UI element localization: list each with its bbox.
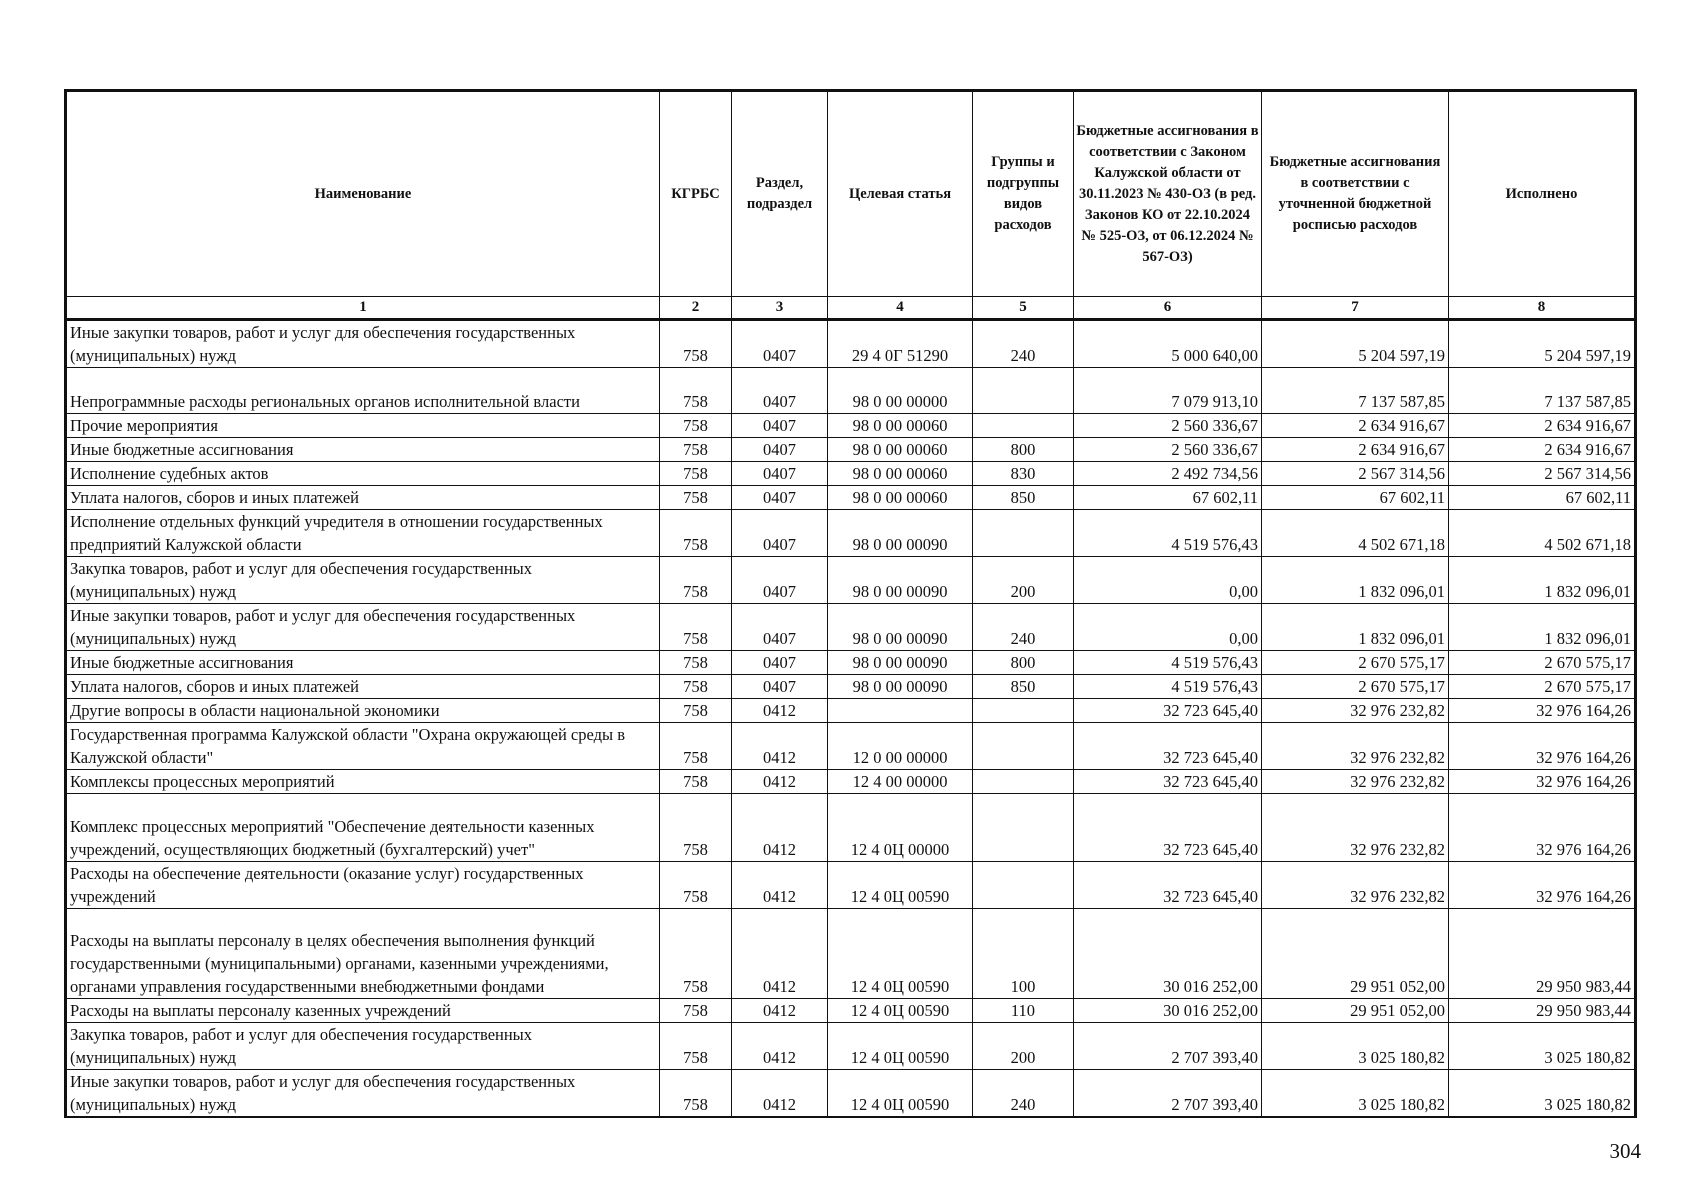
row-executed-amount: 3 025 180,82 <box>1449 1070 1636 1118</box>
column-number: 5 <box>973 297 1074 320</box>
row-section: 0412 <box>732 1070 828 1118</box>
row-section: 0412 <box>732 999 828 1023</box>
row-law-amount: 32 723 645,40 <box>1074 699 1262 723</box>
column-number: 2 <box>660 297 732 320</box>
row-section: 0412 <box>732 794 828 862</box>
row-refined-amount: 4 502 671,18 <box>1262 510 1449 557</box>
row-target-article: 98 0 00 00090 <box>828 604 973 651</box>
row-kgrbs: 758 <box>660 462 732 486</box>
row-target-article: 12 4 00 00000 <box>828 770 973 794</box>
row-kgrbs: 758 <box>660 486 732 510</box>
table-row <box>66 723 1636 770</box>
table-row <box>66 510 1636 557</box>
row-target-article: 98 0 00 00060 <box>828 486 973 510</box>
row-target-article: 98 0 00 00060 <box>828 462 973 486</box>
row-target-article: 98 0 00 00090 <box>828 675 973 699</box>
row-target-article <box>828 699 973 723</box>
row-executed-amount: 32 976 164,26 <box>1449 770 1636 794</box>
row-name: Иные закупки товаров, работ и услуг для обеспечения государственных (муниципальных) нужд <box>66 1070 660 1118</box>
row-target-article: 12 0 00 00000 <box>828 723 973 770</box>
row-section: 0412 <box>732 862 828 909</box>
table-row <box>66 557 1636 604</box>
row-refined-amount: 3 025 180,82 <box>1262 1070 1449 1118</box>
row-target-article: 12 4 0Ц 00590 <box>828 1023 973 1070</box>
row-section: 0412 <box>732 699 828 723</box>
table-row <box>66 1070 1636 1118</box>
row-kgrbs: 758 <box>660 510 732 557</box>
header-row <box>66 91 1636 297</box>
row-law-amount: 32 723 645,40 <box>1074 723 1262 770</box>
row-kgrbs: 758 <box>660 414 732 438</box>
row-executed-amount: 2 634 916,67 <box>1449 414 1636 438</box>
row-kgrbs: 758 <box>660 794 732 862</box>
row-section: 0407 <box>732 414 828 438</box>
table-row <box>66 438 1636 462</box>
row-refined-amount: 67 602,11 <box>1262 486 1449 510</box>
row-section: 0407 <box>732 462 828 486</box>
row-target-article: 12 4 0Ц 00590 <box>828 999 973 1023</box>
row-kgrbs: 758 <box>660 320 732 368</box>
row-target-article: 98 0 00 00090 <box>828 651 973 675</box>
row-refined-amount: 2 634 916,67 <box>1262 414 1449 438</box>
row-executed-amount: 7 137 587,85 <box>1449 368 1636 414</box>
row-section: 0412 <box>732 770 828 794</box>
row-section: 0407 <box>732 604 828 651</box>
row-name: Прочие мероприятия <box>66 414 660 438</box>
row-name: Закупка товаров, работ и услуг для обеспечения государственных (муниципальных) нужд <box>66 1023 660 1070</box>
row-refined-amount: 2 567 314,56 <box>1262 462 1449 486</box>
page-number: 304 <box>1609 1139 1641 1163</box>
row-expense-group: 240 <box>973 604 1074 651</box>
table-row <box>66 414 1636 438</box>
row-expense-group: 800 <box>973 651 1074 675</box>
row-refined-amount: 2 670 575,17 <box>1262 675 1449 699</box>
row-expense-group <box>973 368 1074 414</box>
row-target-article: 12 4 0Ц 00590 <box>828 862 973 909</box>
row-executed-amount: 32 976 164,26 <box>1449 862 1636 909</box>
row-kgrbs: 758 <box>660 438 732 462</box>
header-law-allocations: Бюджетные ассигнования в соответствии с Законом Калужской области от 30.11.2023 № 430-ОЗ (в ред. Законов КО от 22.10.2024 № 525-ОЗ, от 06.12.2024 № 567-ОЗ) <box>1074 91 1262 297</box>
row-expense-group <box>973 699 1074 723</box>
row-expense-group: 100 <box>973 909 1074 999</box>
row-target-article: 12 4 0Ц 00000 <box>828 794 973 862</box>
row-law-amount: 30 016 252,00 <box>1074 909 1262 999</box>
column-number-row <box>66 297 1636 320</box>
row-name: Исполнение судебных актов <box>66 462 660 486</box>
row-kgrbs: 758 <box>660 999 732 1023</box>
header-expense-group: Группы и подгруппы видов расходов <box>973 91 1074 297</box>
column-number: 1 <box>66 297 660 320</box>
row-refined-amount: 2 634 916,67 <box>1262 438 1449 462</box>
row-name: Государственная программа Калужской области "Охрана окружающей среды в Калужской области" <box>66 723 660 770</box>
row-expense-group <box>973 770 1074 794</box>
row-kgrbs: 758 <box>660 862 732 909</box>
column-number: 8 <box>1449 297 1636 320</box>
header-name: Наименование <box>66 91 660 297</box>
row-executed-amount: 4 502 671,18 <box>1449 510 1636 557</box>
row-section: 0407 <box>732 651 828 675</box>
row-executed-amount: 2 567 314,56 <box>1449 462 1636 486</box>
row-name: Расходы на выплаты персоналу казенных учреждений <box>66 999 660 1023</box>
row-refined-amount: 32 976 232,82 <box>1262 862 1449 909</box>
table-row <box>66 675 1636 699</box>
row-target-article: 98 0 00 00090 <box>828 510 973 557</box>
row-law-amount: 5 000 640,00 <box>1074 320 1262 368</box>
row-section: 0407 <box>732 557 828 604</box>
column-number: 4 <box>828 297 973 320</box>
row-law-amount: 4 519 576,43 <box>1074 651 1262 675</box>
row-expense-group: 800 <box>973 438 1074 462</box>
row-refined-amount: 29 951 052,00 <box>1262 909 1449 999</box>
table-row <box>66 909 1636 999</box>
row-name: Иные закупки товаров, работ и услуг для обеспечения государственных (муниципальных) нужд <box>66 320 660 368</box>
table-row <box>66 462 1636 486</box>
row-section: 0412 <box>732 1023 828 1070</box>
header-section: Раздел, подраздел <box>732 91 828 297</box>
row-refined-amount: 3 025 180,82 <box>1262 1023 1449 1070</box>
row-law-amount: 0,00 <box>1074 557 1262 604</box>
row-target-article: 12 4 0Ц 00590 <box>828 909 973 999</box>
row-section: 0407 <box>732 320 828 368</box>
column-number: 6 <box>1074 297 1262 320</box>
row-law-amount: 4 519 576,43 <box>1074 675 1262 699</box>
row-refined-amount: 2 670 575,17 <box>1262 651 1449 675</box>
row-executed-amount: 67 602,11 <box>1449 486 1636 510</box>
row-executed-amount: 32 976 164,26 <box>1449 723 1636 770</box>
row-law-amount: 2 492 734,56 <box>1074 462 1262 486</box>
table-row <box>66 999 1636 1023</box>
table-body <box>66 320 1636 1118</box>
row-executed-amount: 5 204 597,19 <box>1449 320 1636 368</box>
table-row <box>66 794 1636 862</box>
table-row <box>66 862 1636 909</box>
row-refined-amount: 1 832 096,01 <box>1262 557 1449 604</box>
row-name: Расходы на обеспечение деятельности (оказание услуг) государственных учреждений <box>66 862 660 909</box>
row-section: 0407 <box>732 486 828 510</box>
row-expense-group <box>973 862 1074 909</box>
column-number: 3 <box>732 297 828 320</box>
row-expense-group: 200 <box>973 557 1074 604</box>
row-name: Иные закупки товаров, работ и услуг для обеспечения государственных (муниципальных) нужд <box>66 604 660 651</box>
row-executed-amount: 1 832 096,01 <box>1449 557 1636 604</box>
row-expense-group <box>973 414 1074 438</box>
row-target-article: 98 0 00 00090 <box>828 557 973 604</box>
header-executed: Исполнено <box>1449 91 1636 297</box>
row-expense-group: 240 <box>973 1070 1074 1118</box>
row-executed-amount: 2 634 916,67 <box>1449 438 1636 462</box>
row-target-article: 98 0 00 00060 <box>828 414 973 438</box>
row-section: 0407 <box>732 438 828 462</box>
row-kgrbs: 758 <box>660 675 732 699</box>
row-name: Непрограммные расходы региональных органов исполнительной власти <box>66 368 660 414</box>
row-kgrbs: 758 <box>660 770 732 794</box>
row-kgrbs: 758 <box>660 699 732 723</box>
row-target-article: 98 0 00 00000 <box>828 368 973 414</box>
row-section: 0412 <box>732 723 828 770</box>
row-law-amount: 0,00 <box>1074 604 1262 651</box>
row-refined-amount: 29 951 052,00 <box>1262 999 1449 1023</box>
row-expense-group: 850 <box>973 486 1074 510</box>
row-kgrbs: 758 <box>660 604 732 651</box>
row-refined-amount: 32 976 232,82 <box>1262 770 1449 794</box>
table-row <box>66 320 1636 368</box>
row-kgrbs: 758 <box>660 1023 732 1070</box>
row-law-amount: 2 707 393,40 <box>1074 1023 1262 1070</box>
row-law-amount: 32 723 645,40 <box>1074 770 1262 794</box>
row-expense-group <box>973 794 1074 862</box>
row-executed-amount: 1 832 096,01 <box>1449 604 1636 651</box>
table-row <box>66 699 1636 723</box>
row-name: Комплекс процессных мероприятий "Обеспечение деятельности казенных учреждений, осуществляющих бюджетный (бухгалтерский) учет" <box>66 794 660 862</box>
row-name: Исполнение отдельных функций учредителя в отношении государственных предприятий Калужской области <box>66 510 660 557</box>
row-section: 0412 <box>732 909 828 999</box>
row-expense-group <box>973 510 1074 557</box>
row-target-article: 29 4 0Г 51290 <box>828 320 973 368</box>
header-refined-allocations: Бюджетные ассигнования в соответствии с уточненной бюджетной росписью расходов <box>1262 91 1449 297</box>
row-name: Уплата налогов, сборов и иных платежей <box>66 675 660 699</box>
column-number: 7 <box>1262 297 1449 320</box>
table-row <box>66 486 1636 510</box>
row-kgrbs: 758 <box>660 651 732 675</box>
row-refined-amount: 5 204 597,19 <box>1262 320 1449 368</box>
row-expense-group: 850 <box>973 675 1074 699</box>
table-row <box>66 651 1636 675</box>
row-section: 0407 <box>732 368 828 414</box>
row-name: Закупка товаров, работ и услуг для обеспечения государственных (муниципальных) нужд <box>66 557 660 604</box>
header-target-article: Целевая статья <box>828 91 973 297</box>
row-law-amount: 7 079 913,10 <box>1074 368 1262 414</box>
row-section: 0407 <box>732 510 828 557</box>
row-target-article: 12 4 0Ц 00590 <box>828 1070 973 1118</box>
row-name: Иные бюджетные ассигнования <box>66 438 660 462</box>
row-expense-group: 110 <box>973 999 1074 1023</box>
row-executed-amount: 29 950 983,44 <box>1449 999 1636 1023</box>
row-refined-amount: 1 832 096,01 <box>1262 604 1449 651</box>
row-kgrbs: 758 <box>660 909 732 999</box>
row-law-amount: 32 723 645,40 <box>1074 862 1262 909</box>
row-refined-amount: 32 976 232,82 <box>1262 794 1449 862</box>
row-name: Расходы на выплаты персоналу в целях обеспечения выполнения функций государственными (муниципальными) органами, казенными учреждениями, органами управления государственными внебюджетными фондами <box>66 909 660 999</box>
row-expense-group: 830 <box>973 462 1074 486</box>
row-expense-group: 200 <box>973 1023 1074 1070</box>
table-row <box>66 770 1636 794</box>
row-executed-amount: 32 976 164,26 <box>1449 794 1636 862</box>
table-row <box>66 1023 1636 1070</box>
row-law-amount: 30 016 252,00 <box>1074 999 1262 1023</box>
row-executed-amount: 2 670 575,17 <box>1449 651 1636 675</box>
row-law-amount: 32 723 645,40 <box>1074 794 1262 862</box>
row-law-amount: 2 560 336,67 <box>1074 438 1262 462</box>
row-kgrbs: 758 <box>660 1070 732 1118</box>
row-name: Комплексы процессных мероприятий <box>66 770 660 794</box>
row-executed-amount: 2 670 575,17 <box>1449 675 1636 699</box>
row-executed-amount: 32 976 164,26 <box>1449 699 1636 723</box>
row-law-amount: 4 519 576,43 <box>1074 510 1262 557</box>
row-refined-amount: 32 976 232,82 <box>1262 699 1449 723</box>
row-kgrbs: 758 <box>660 723 732 770</box>
row-section: 0407 <box>732 675 828 699</box>
row-name: Другие вопросы в области национальной экономики <box>66 699 660 723</box>
row-refined-amount: 7 137 587,85 <box>1262 368 1449 414</box>
row-law-amount: 2 707 393,40 <box>1074 1070 1262 1118</box>
row-expense-group <box>973 723 1074 770</box>
row-name: Иные бюджетные ассигнования <box>66 651 660 675</box>
budget-table <box>64 89 1637 1118</box>
row-kgrbs: 758 <box>660 368 732 414</box>
header-kgrbs: КГРБС <box>660 91 732 297</box>
row-name: Уплата налогов, сборов и иных платежей <box>66 486 660 510</box>
row-law-amount: 2 560 336,67 <box>1074 414 1262 438</box>
row-expense-group: 240 <box>973 320 1074 368</box>
row-refined-amount: 32 976 232,82 <box>1262 723 1449 770</box>
row-law-amount: 67 602,11 <box>1074 486 1262 510</box>
row-target-article: 98 0 00 00060 <box>828 438 973 462</box>
row-executed-amount: 3 025 180,82 <box>1449 1023 1636 1070</box>
table-row <box>66 604 1636 651</box>
row-kgrbs: 758 <box>660 557 732 604</box>
row-executed-amount: 29 950 983,44 <box>1449 909 1636 999</box>
table-row <box>66 368 1636 414</box>
